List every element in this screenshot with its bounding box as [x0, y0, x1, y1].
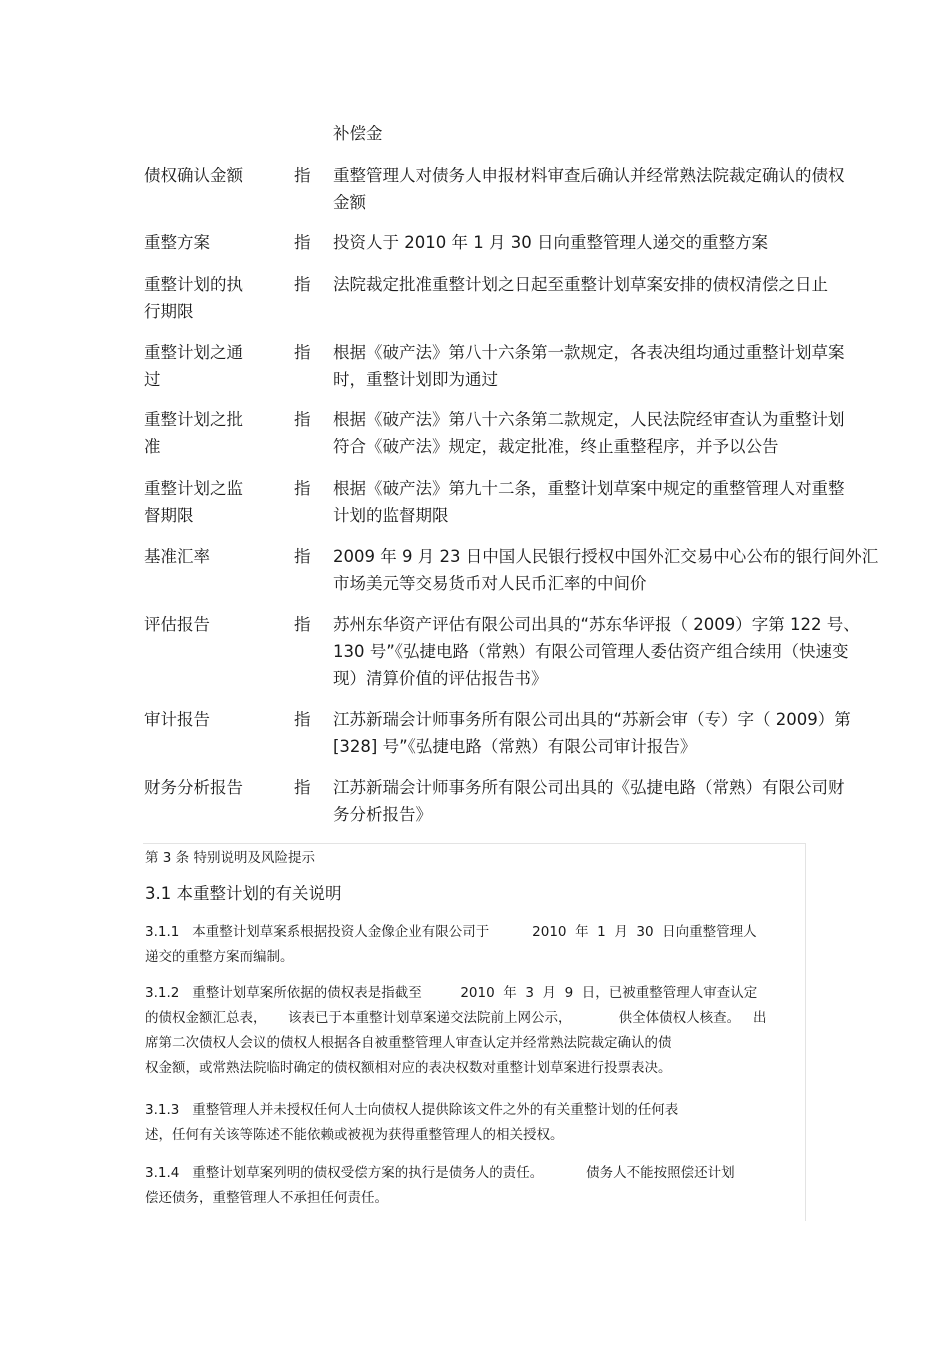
definition-marker: 指: [294, 778, 311, 797]
paragraph-line: 权金额，或常熟法院临时确定的债权额相对应的表决权数对重整计划草案进行投票表决。: [145, 1060, 672, 1076]
definition-marker: 指: [294, 233, 311, 252]
definition-line: 根据《破产法》第八十六条第二款规定，人民法院经审查认为重整计划: [333, 410, 845, 429]
definition-line: 法院裁定批准重整计划之日起至重整计划草案安排的债权清偿之日止: [333, 275, 828, 294]
definition-text: [333, 339, 933, 393]
definition-text: [333, 406, 933, 460]
paragraph-line: 席第二次债权人会议的债权人根据各自被重整管理人审查认定并经常熟法院裁定确认的债: [145, 1035, 672, 1051]
definition-line: 市场美元等交易货币对人民币汇率的中间价: [333, 574, 647, 593]
paragraph-line: 述，任何有关该等陈述不能依赖或被视为获得重整管理人的相关授权。: [145, 1127, 564, 1143]
definition-line: 投资人于 2010 年 1 月 30 日向重整管理人递交的重整方案: [333, 233, 768, 252]
definition-line: 金额: [333, 193, 366, 212]
definition-line: 130 号”《弘捷电路（常熟）有限公司管理人委估资产组合续用（快速变: [333, 642, 849, 661]
definition-marker: 指: [294, 275, 311, 294]
paragraph-line: 3.1.1 本重整计划草案系根据投资人金像企业有限公司于 2010 年 1 月 30 日向重整管理人: [145, 924, 757, 940]
definition-marker: 指: [294, 343, 311, 362]
paragraph-3-1-2: [145, 981, 805, 1081]
definition-line: 根据《破产法》第九十二条，重整计划草案中规定的重整管理人对重整: [333, 479, 845, 498]
definition-term: 基准汇率: [144, 547, 210, 566]
article-section: [143, 843, 806, 1221]
definition-marker: 指: [294, 410, 311, 429]
definition-line: 符合《破产法》规定，裁定批准，终止重整程序，并予以公告: [333, 437, 779, 456]
definition-marker: 指: [294, 166, 311, 185]
definition-line: 时，重整计划即为通过: [333, 370, 498, 389]
definition-term: 重整计划之监 督期限: [144, 479, 243, 525]
definition-text: [333, 162, 933, 216]
definition-term: 重整计划之批 准: [144, 410, 243, 456]
section-heading: 3.1 本重整计划的有关说明: [145, 884, 342, 903]
definition-line: 务分析报告》: [333, 805, 432, 824]
definition-line: 现）清算价值的评估报告书》: [333, 669, 548, 688]
definition-line: 苏州东华资产评估有限公司出具的“苏东华评报（ 2009）字第 122 号、: [333, 615, 860, 634]
definition-term: 评估报告: [144, 615, 210, 634]
definition-marker: 指: [294, 547, 311, 566]
definition-term: 财务分析报告: [144, 778, 243, 797]
definition-text: [333, 543, 933, 597]
paragraph-line: 偿还债务，重整管理人不承担任何责任。: [145, 1190, 388, 1206]
definition-term: 重整方案: [144, 233, 210, 252]
definition-marker: 指: [294, 710, 311, 729]
definition-text: [333, 706, 933, 760]
paragraph-line: 3.1.3 重整管理人并未授权任何人士向债权人提供除该文件之外的有关重整计划的任何表: [145, 1102, 679, 1118]
definition-marker: 指: [294, 615, 311, 634]
definition-marker: 指: [294, 479, 311, 498]
definition-line: 江苏新瑞会计师事务所有限公司出具的“苏新会审（专）字（ 2009）第: [333, 710, 851, 729]
paragraph-3-1-1: [145, 920, 805, 970]
definition-term: 重整计划之通 过: [144, 343, 243, 389]
definition-line: 根据《破产法》第八十六条第一款规定，各表决组均通过重整计划草案: [333, 343, 845, 362]
paragraph-line: 3.1.2 重整计划草案所依据的债权表是指截至 2010 年 3 月 9 日，已被重整管理人审查认定: [145, 985, 758, 1001]
paragraph-3-1-4: [145, 1161, 805, 1211]
definition-line: 补偿金: [333, 124, 383, 143]
definition-text: [333, 475, 933, 529]
definition-text: [333, 611, 933, 692]
definition-term: 审计报告: [144, 710, 210, 729]
definition-term: 重整计划的执 行期限: [144, 275, 243, 321]
paragraph-line: 的债权金额汇总表， 该表已于本重整计划草案递交法院前上网公示， 供全体债权人核查。 出: [145, 1010, 767, 1026]
article-heading: 第 3 条 特别说明及风险提示: [145, 850, 315, 866]
definition-line: 江苏新瑞会计师事务所有限公司出具的《弘捷电路（常熟）有限公司财: [333, 778, 845, 797]
paragraph-line: 递交的重整方案而编制。: [145, 949, 294, 965]
definition-text: [333, 774, 933, 828]
definition-text: [333, 271, 933, 298]
definition-term: 债权确认金额: [144, 166, 243, 185]
definition-line: 2009 年 9 月 23 日中国人民银行授权中国外汇交易中心公布的银行间外汇: [333, 547, 879, 566]
definition-line: 重整管理人对债务人申报材料审查后确认并经常熟法院裁定确认的债权: [333, 166, 845, 185]
definition-text: [333, 229, 933, 256]
definition-line: 计划的监督期限: [333, 506, 449, 525]
definition-text: [333, 120, 933, 147]
paragraph-line: 3.1.4 重整计划草案列明的债权受偿方案的执行是债务人的责任。 债务人不能按照偿还计划: [145, 1165, 735, 1181]
definition-line: [328] 号”《弘捷电路（常熟）有限公司审计报告》: [333, 737, 697, 756]
paragraph-3-1-3: [145, 1098, 805, 1148]
